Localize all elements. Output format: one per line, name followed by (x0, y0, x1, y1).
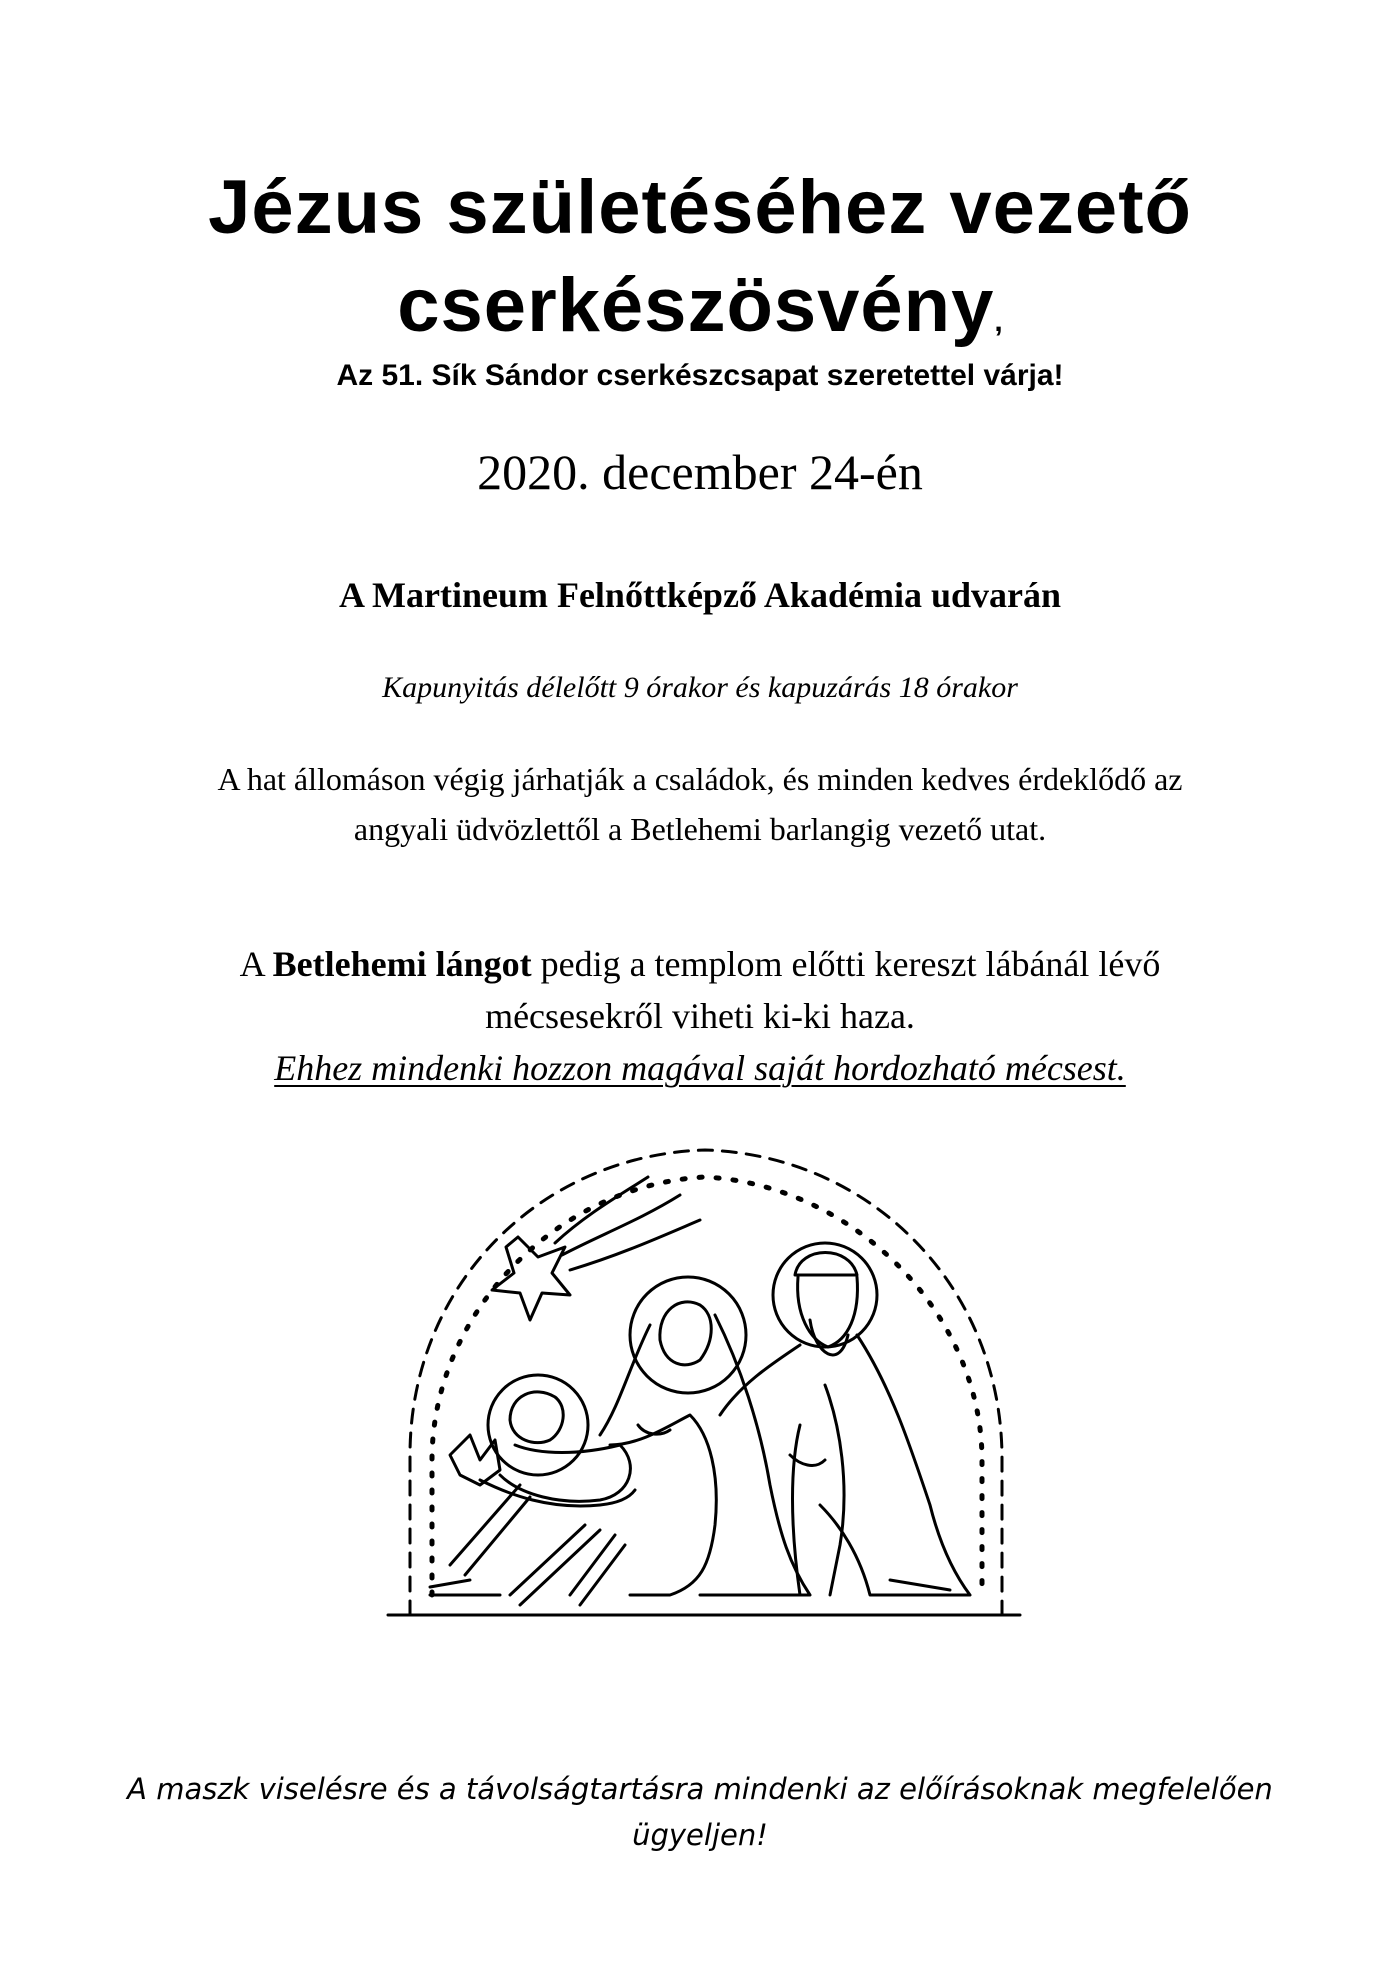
title-line-1: Jézus születéséhez vezető (208, 165, 1192, 250)
flame-prefix: A (239, 944, 273, 984)
nativity-scene-drawing-icon (370, 1125, 1040, 1625)
baby-swaddle (500, 1445, 630, 1501)
flame-line-1 (0, 938, 1400, 990)
title-comma: , (994, 305, 1003, 338)
mary-robe (610, 1415, 716, 1595)
event-date: 2020. december 24-én (477, 444, 923, 500)
title-word: cserkészösvény (397, 263, 995, 348)
flame-note-text: Ehhez mindenki hozzon magával saját hordozható mécsest. (274, 1048, 1126, 1088)
info-line-2: angyali üdvözlettől a Betlehemi barlangig vezető utat. (353, 811, 1047, 847)
mask-line-2: ügyeljen! (632, 1818, 768, 1852)
joseph-hat (795, 1253, 857, 1276)
baby-face (510, 1392, 563, 1443)
comet-tail (555, 1177, 700, 1270)
baby-halo (488, 1375, 588, 1475)
joseph-robe-folds (793, 1385, 845, 1595)
joseph-robe (720, 1335, 970, 1595)
info-paragraph (0, 754, 1400, 854)
joseph-halo (773, 1243, 877, 1347)
subtitle: Az 51. Sík Sándor cserkészcsapat szeretettel várja! (336, 359, 1064, 392)
flame-paragraph (0, 938, 1400, 1094)
star-shape (492, 1237, 570, 1320)
flame-bold: Betlehemi lángot (272, 944, 532, 984)
title-line-2 (0, 258, 1400, 370)
arch-outer (410, 1150, 1002, 1615)
mask-notice (0, 1766, 1400, 1858)
mask-line-1: A maszk viselésre és a távolságtartásra mindenki az előírásoknak megfelelően (127, 1772, 1273, 1806)
flame-line-2: mécsesekről viheti ki-ki haza. (485, 996, 915, 1036)
manger-legs (450, 1485, 625, 1605)
mary-face (660, 1302, 711, 1365)
mary-halo (630, 1277, 746, 1393)
mary-veil (600, 1315, 810, 1595)
info-line-1: A hat állomáson végig járhatják a családok, és minden kedves érdeklődő az (217, 761, 1183, 797)
manger-straw-left (450, 1435, 500, 1485)
flame-suffix: pedig a templom előtti kereszt lábánál lévő (531, 944, 1161, 984)
opening-hours: Kapunyitás délelőtt 9 órakor és kapuzárás 18 órakor (382, 671, 1018, 704)
flame-note (0, 1042, 1400, 1094)
event-venue: A Martineum Felnőttképző Akadémia udvarán (338, 575, 1061, 615)
